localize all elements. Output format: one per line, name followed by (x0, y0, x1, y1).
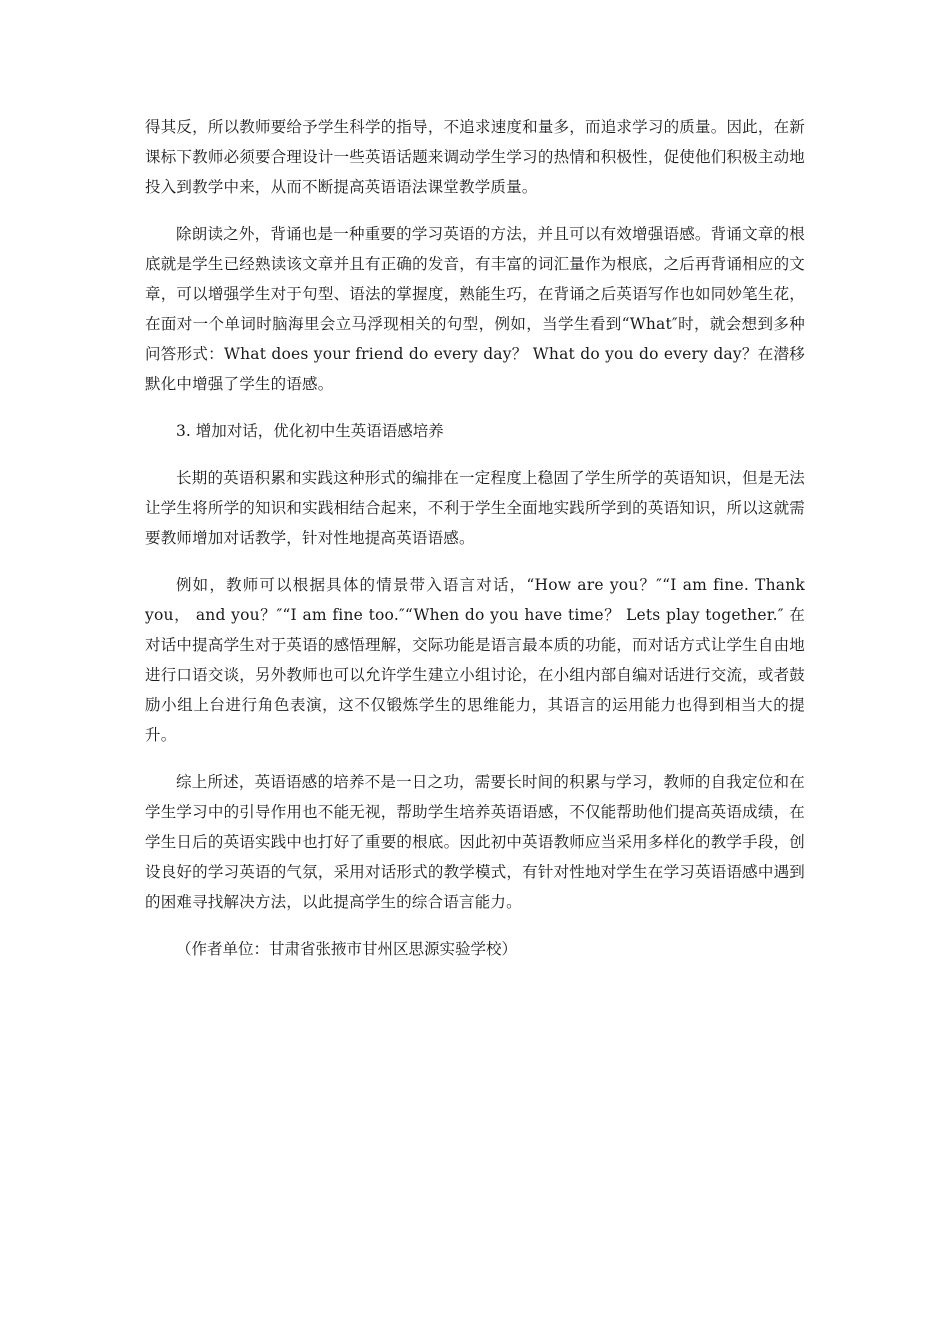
paragraph-recitation: 除朗读之外，背诵也是一种重要的学习英语的方法，并且可以有效增强语感。背诵文章的根底就是学生已经熟读该文章并且有正确的发音，有丰富的词汇量作为根底，之后再背诵相应的文章，可以增强学生对于句型、语法的掌握度，熟能生巧，在背诵之后英语写作也如同妙笔生花，在面对一个单词时脑海里会立马浮现相关的句型，例如，当学生看到“What″时，就会想到多种问答形式：What does your friend do every day？ What do you do every day？在潜移默化中增强了学生的语感。 (145, 225, 805, 393)
paragraph-dialogue-intro: 长期的英语积累和实践这种形式的编排在一定程度上稳固了学生所学的英语知识，但是无法让学生将所学的知识和实践相结合起来，不利于学生全面地实践所学到的英语知识，所以这就需要教师增加对话教学，针对性地提高英语语感。 (145, 469, 805, 547)
paragraph-conclusion: 综上所述，英语语感的培养不是一日之功，需要长时间的积累与学习，教师的自我定位和在学生学习中的引导作用也不能无视，帮助学生培养英语语感，不仅能帮助他们提高英语成绩，在学生日后的英语实践中也打好了重要的根底。因此初中英语教师应当采用多样化的教学手段，创设良好的学习英语的气氛，采用对话形式的教学模式，有针对性地对学生在学习英语语感中遇到的困难寻找解决方法，以此提高学生的综合语言能力。 (145, 773, 805, 911)
author-affiliation: （作者单位：甘肃省张掖市甘州区思源实验学校） (176, 940, 518, 958)
section-heading: 3. 增加对话，优化初中生英语语感培养 (176, 422, 444, 440)
document-page (145, 112, 805, 964)
paragraph-dialogue-example: 例如，教师可以根据具体的情景带入语言对话，“How are you？″“I am fine. Thank you， and you？″“I am fine too.″“When do you have time？ Lets play together.″ 在对话中提高学生对于英语的感悟理解，交际功能是语言最本质的功能，而对话方式让学生自由地进行口语交谈，另外教师也可以允许学生建立小组讨论，在小组内部自编对话进行交流，或者鼓励小组上台进行角色表演，这不仅锻炼学生的思维能力，其语言的运用能力也得到相当大的提升。 (145, 576, 805, 744)
paragraph-continuation: 得其反，所以教师要给予学生科学的指导，不追求速度和量多，而追求学习的质量。因此，在新课标下教师必须要合理设计一些英语话题来调动学生学习的热情和积极性，促使他们积极主动地投入到教学中来，从而不断提高英语语法课堂教学质量。 (145, 118, 805, 196)
